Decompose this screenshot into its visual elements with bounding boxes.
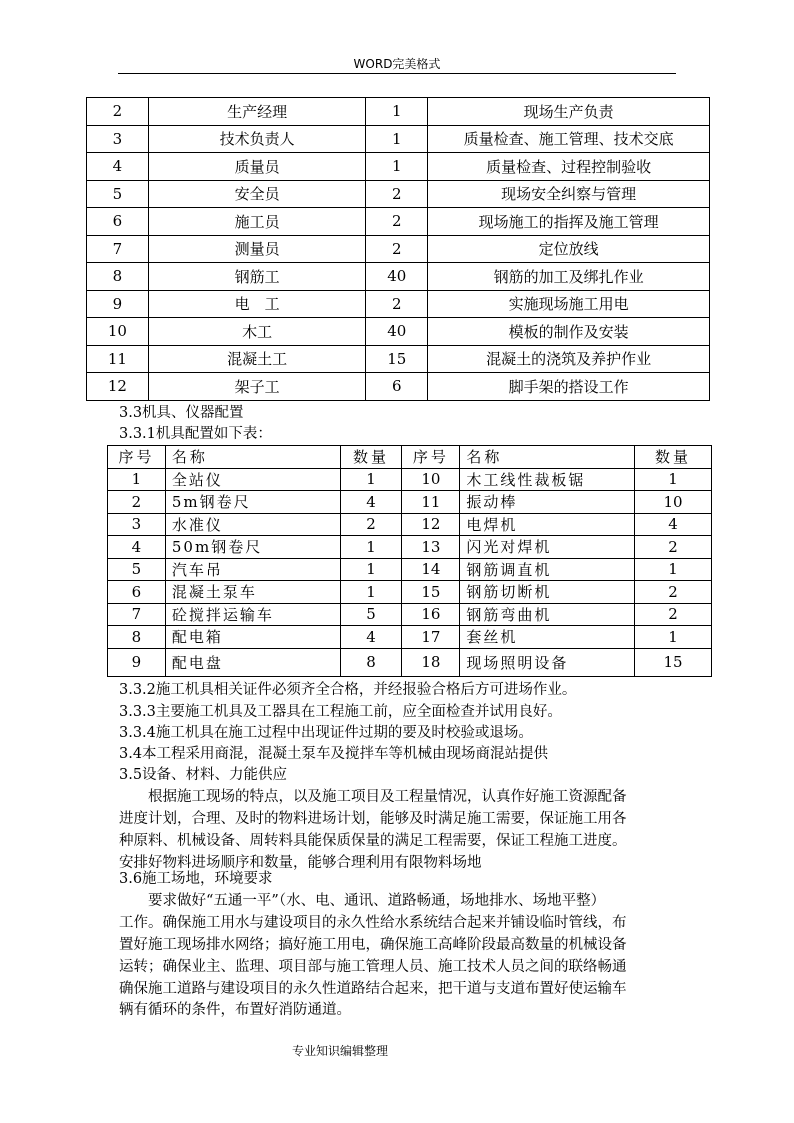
table-cell: 配电盘 <box>165 648 340 676</box>
section-3-6-title: 3.6施工场地，环境要求 <box>119 871 273 887</box>
table-cell: 2 <box>635 603 712 626</box>
table-row <box>87 235 710 263</box>
page-footer: 专业知识编辑整理 <box>291 1044 388 1058</box>
para-3-6-line: 要求做好“五通一平”（水、电、通讯、道路畅通，场地排水、场地平整） <box>119 893 606 909</box>
para-3-6-line: 辆有循环的条件，布置好消防通道。 <box>119 1002 351 1018</box>
table-row <box>87 180 710 208</box>
table-cell: 1 <box>340 468 402 491</box>
table-cell: 质量员 <box>148 153 366 181</box>
table-cell: 混凝土工 <box>148 345 366 373</box>
para-3-6-line: 确保施工道路与建设项目的永久性道路结合起来，把干道与支道布置好使运输车 <box>119 981 627 997</box>
table-cell: 12 <box>87 373 149 401</box>
table-row <box>87 318 710 346</box>
table-row <box>108 468 712 491</box>
table-cell: 5 <box>340 603 402 626</box>
para-3-6-line: 置好施工现场排水网络；搞好施工用电，确保施工高峰阶段最高数量的机械设备 <box>119 937 627 953</box>
table-cell: 6 <box>108 581 166 604</box>
table-cell: 15 <box>366 345 428 373</box>
table-cell: 40 <box>366 263 428 291</box>
para-3-5-line: 进度计划，合理、及时的物料进场计划，能够及时满足施工需要，保证施工用各 <box>119 811 627 827</box>
table-row <box>87 98 710 126</box>
table-header-cell: 数量 <box>340 446 402 469</box>
table-row <box>87 290 710 318</box>
table-cell: 1 <box>635 626 712 649</box>
table-cell: 6 <box>87 208 149 236</box>
table-cell: 14 <box>402 558 460 581</box>
table-cell: 测量员 <box>148 235 366 263</box>
table-cell: 水准仪 <box>165 513 340 536</box>
table-cell: 模板的制作及安装 <box>428 318 710 346</box>
table-cell: 1 <box>366 153 428 181</box>
table-cell: 1 <box>340 536 402 559</box>
table-cell: 12 <box>402 513 460 536</box>
table-cell: 1 <box>635 558 712 581</box>
table-cell: 9 <box>87 290 149 318</box>
equipment-table <box>107 445 712 677</box>
table-cell: 质量检查、过程控制验收 <box>428 153 710 181</box>
table-row <box>108 491 712 514</box>
table-cell: 3 <box>87 125 149 153</box>
table-cell: 7 <box>108 603 166 626</box>
table-cell: 汽车吊 <box>165 558 340 581</box>
table-header-row <box>108 446 712 469</box>
para-3-5-line: 种原料、机械设备、周转料具能保质保量的满足工程需要，保证工程施工进度。 <box>119 833 627 849</box>
table-row <box>87 208 710 236</box>
table-cell: 18 <box>402 648 460 676</box>
table-cell: 50m钢卷尺 <box>165 536 340 559</box>
table-header-cell: 序号 <box>402 446 460 469</box>
table-cell: 钢筋调直机 <box>460 558 635 581</box>
table-cell: 11 <box>402 491 460 514</box>
table-cell: 现场生产负责 <box>428 98 710 126</box>
table-cell: 5 <box>108 558 166 581</box>
table-row <box>108 536 712 559</box>
table-cell: 实施现场施工用电 <box>428 290 710 318</box>
table-cell: 砼搅拌运输车 <box>165 603 340 626</box>
table-cell: 电焊机 <box>460 513 635 536</box>
table-cell: 生产经理 <box>148 98 366 126</box>
table-cell: 4 <box>87 153 149 181</box>
table-cell: 电 工 <box>148 290 366 318</box>
table-cell: 1 <box>340 558 402 581</box>
table-cell: 现场施工的指挥及施工管理 <box>428 208 710 236</box>
table-cell: 配电箱 <box>165 626 340 649</box>
table-row <box>108 603 712 626</box>
section-3-3-1-title: 3.3.1机具配置如下表： <box>119 426 272 442</box>
para-3-6-line: 工作。确保施工用水与建设项目的永久性给水系统结合起来并铺设临时管线，布 <box>119 915 627 931</box>
table-cell: 现场安全纠察与管理 <box>428 180 710 208</box>
table-cell: 2 <box>366 208 428 236</box>
table-cell: 13 <box>402 536 460 559</box>
table-cell: 钢筋切断机 <box>460 581 635 604</box>
table-cell: 4 <box>340 491 402 514</box>
table-cell: 架子工 <box>148 373 366 401</box>
staff-table <box>86 97 710 401</box>
table-cell: 15 <box>635 648 712 676</box>
table-cell: 脚手架的搭设工作 <box>428 373 710 401</box>
page-header: WORD完美格式 <box>353 57 441 71</box>
table-cell: 2 <box>635 536 712 559</box>
table-cell: 全站仪 <box>165 468 340 491</box>
para-3-5-line: 安排好物料进场顺序和数量，能够合理利用有限物料场地 <box>119 855 482 871</box>
table-cell: 现场照明设备 <box>460 648 635 676</box>
table-cell: 3 <box>108 513 166 536</box>
table-cell: 木工 <box>148 318 366 346</box>
table-cell: 闪光对焊机 <box>460 536 635 559</box>
table-row <box>87 345 710 373</box>
table-row <box>108 558 712 581</box>
table-cell: 8 <box>108 626 166 649</box>
line-3-3-3: 3.3.3主要施工机具及工器具在工程施工前，应全面检查并试用良好。 <box>119 704 562 720</box>
table-cell: 10 <box>635 491 712 514</box>
table-row <box>108 626 712 649</box>
table-cell: 40 <box>366 318 428 346</box>
table-cell: 钢筋工 <box>148 263 366 291</box>
table-cell: 8 <box>87 263 149 291</box>
table-header-cell: 数量 <box>635 446 712 469</box>
table-row <box>87 125 710 153</box>
table-row <box>87 373 710 401</box>
table-cell: 2 <box>340 513 402 536</box>
table-row <box>108 648 712 676</box>
table-cell: 1 <box>635 468 712 491</box>
table-cell: 2 <box>366 290 428 318</box>
table-cell: 2 <box>635 581 712 604</box>
table-row <box>108 513 712 536</box>
line-3-3-2: 3.3.2施工机具相关证件必须齐全合格，并经报验合格后方可进场作业。 <box>119 682 577 698</box>
table-cell: 4 <box>108 536 166 559</box>
line-3-3-4: 3.3.4施工机具在施工过程中出现证件过期的要及时校验或退场。 <box>119 725 533 741</box>
table-cell: 钢筋弯曲机 <box>460 603 635 626</box>
table-row <box>87 263 710 291</box>
table-cell: 9 <box>108 648 166 676</box>
table-header-cell: 序号 <box>108 446 166 469</box>
section-3-3-title: 3.3机具、仪器配置 <box>119 405 244 421</box>
line-3-4: 3.4本工程采用商混，混凝土泵车及搅拌车等机械由现场商混站提供 <box>119 746 549 762</box>
table-cell: 4 <box>340 626 402 649</box>
table-cell: 质量检查、施工管理、技术交底 <box>428 125 710 153</box>
table-cell: 5 <box>87 180 149 208</box>
table-header-cell: 名称 <box>460 446 635 469</box>
table-cell: 4 <box>635 513 712 536</box>
table-cell: 10 <box>87 318 149 346</box>
table-cell: 钢筋的加工及绑扎作业 <box>428 263 710 291</box>
table-row <box>108 581 712 604</box>
table-cell: 15 <box>402 581 460 604</box>
table-cell: 振动棒 <box>460 491 635 514</box>
table-cell: 定位放线 <box>428 235 710 263</box>
table-cell: 1 <box>340 581 402 604</box>
table-row <box>87 153 710 181</box>
table-cell: 11 <box>87 345 149 373</box>
table-cell: 混凝土泵车 <box>165 581 340 604</box>
table-cell: 套丝机 <box>460 626 635 649</box>
table-cell: 1 <box>366 125 428 153</box>
header-rule <box>118 73 676 74</box>
table-cell: 5m钢卷尺 <box>165 491 340 514</box>
table-cell: 2 <box>366 180 428 208</box>
section-3-5-title: 3.5设备、材料、力能供应 <box>119 767 288 783</box>
table-cell: 施工员 <box>148 208 366 236</box>
table-cell: 1 <box>366 98 428 126</box>
table-cell: 2 <box>108 491 166 514</box>
para-3-5-line: 根据施工现场的特点，以及施工项目及工程量情况，认真作好施工资源配备 <box>119 789 627 805</box>
table-cell: 16 <box>402 603 460 626</box>
table-cell: 安全员 <box>148 180 366 208</box>
table-cell: 7 <box>87 235 149 263</box>
table-cell: 混凝土的浇筑及养护作业 <box>428 345 710 373</box>
table-header-cell: 名称 <box>165 446 340 469</box>
table-cell: 6 <box>366 373 428 401</box>
table-cell: 技术负责人 <box>148 125 366 153</box>
table-cell: 2 <box>87 98 149 126</box>
table-cell: 1 <box>108 468 166 491</box>
table-cell: 10 <box>402 468 460 491</box>
table-cell: 17 <box>402 626 460 649</box>
table-cell: 木工线性裁板锯 <box>460 468 635 491</box>
table-cell: 2 <box>366 235 428 263</box>
para-3-6-line: 运转；确保业主、监理、项目部与施工管理人员、施工技术人员之间的联络畅通 <box>119 959 627 975</box>
table-cell: 8 <box>340 648 402 676</box>
